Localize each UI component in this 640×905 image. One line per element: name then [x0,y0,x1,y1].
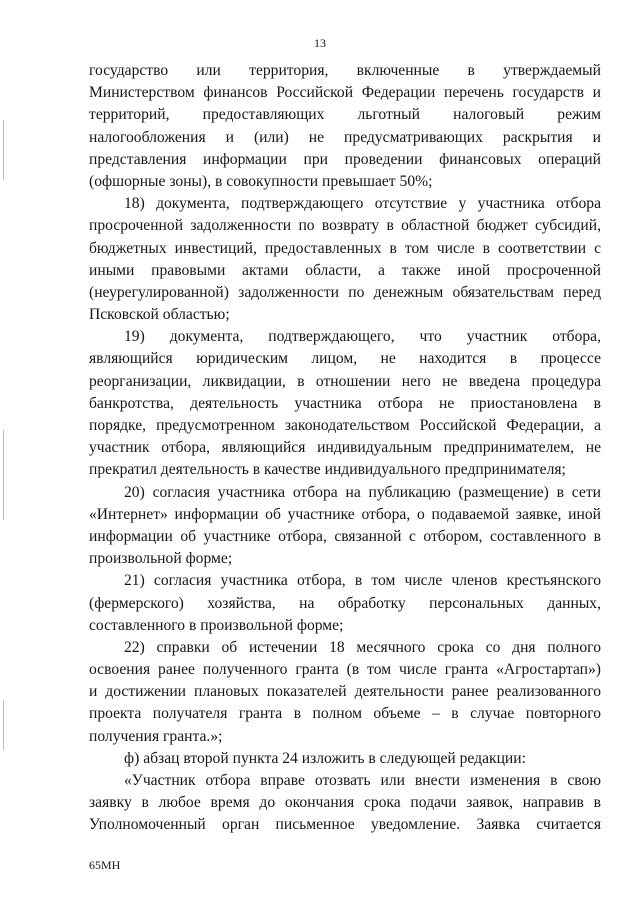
scan-edge-mark [3,700,4,750]
text-line: налогообложения и (или) не предусматривающих раскрытия и [89,128,601,146]
text-line: Псковской областью; [89,306,230,324]
text-line: порядке, предусмотренном законодательством Российской Федерации, а [89,417,601,434]
text-line: и достижении плановых показателей деятельности ранее реализованного [89,683,601,701]
text-line: представления информации при проведении финансовых операций [89,150,601,168]
text-line: информации об участнике отбора, связанной с отбором, составленного в [89,527,601,545]
text-line: 19) документа, подтверждающего, что участник отбора, [124,328,601,346]
text-line: банкротства, деятельность участника отбора не приостановлена в [89,394,601,412]
text-line: бюджетных инвестиций, предоставленных в том числе в соответствии с [89,239,601,257]
text-line: произвольной форме; [89,550,233,568]
text-line: заявку в любое время до окончания срока подачи заявок, направив в [89,794,601,812]
document-body [89,60,601,837]
text-line: «Участник отбора вправе отозвать или внести изменения в свою [124,772,601,789]
text-line: составленного в произвольной форме; [89,616,344,634]
text-line: 20) согласия участника отбора на публикацию (размещение) в сети [124,483,601,501]
text-line: реорганизации, ликвидации, в отношении него не введена процедура [89,372,601,390]
text-line: прекратил деятельность в качестве индивидуального предпринимателя; [89,461,566,479]
text-line: государство или территория, включенные в утверждаемый [89,62,601,79]
text-line: территорий, предоставляющих льготный налоговый режим [89,106,601,124]
text-line: 18) документа, подтверждающего отсутствие у участника отбора [124,195,601,213]
text-line: Уполномоченный орган письменное уведомление. Заявка считается [89,816,601,834]
scan-edge-mark [3,120,4,180]
text-line: являющийся юридическим лицом, не находится в процессе [89,350,601,368]
text-line: иными правовыми актами области, а также иной просроченной [89,261,601,279]
text-line: (офшорные зоны), в совокупности превышает 50%; [89,172,433,190]
text-line: (фермерского) хозяйства, на обработку персональных данных, [89,594,601,612]
text-line: ф) абзац второй пункта 24 изложить в следующей редакции: [124,749,526,767]
text-line: (неурегулированной) задолженности по денежным обязательствам перед [89,283,601,301]
text-line: Министерством финансов Российской Федерации перечень государств и [89,84,601,102]
document-code: 65МН [89,858,121,872]
text-line: просроченной задолженности по возврату в областной бюджет субсидий, [89,217,601,235]
text-line: получения гранта.»; [89,727,223,745]
text-line: проекта получателя гранта в полном объеме – в случае повторного [89,705,601,723]
scan-edge-mark [3,430,4,520]
text-line: 21) согласия участника отбора, в том числе членов крестьянского [124,572,601,590]
text-line: «Интернет» информации об участнике отбора, о подаваемой заявке, иной [89,505,601,523]
text-line: участник отбора, являющийся индивидуальным предпринимателем, не [89,439,601,457]
page-number: 13 [314,36,326,50]
text-line: 22) справки об истечении 18 месячного срока со дня полного [124,638,601,656]
text-line: освоения ранее полученного гранта (в том числе гранта «Агростартап») [89,661,601,679]
